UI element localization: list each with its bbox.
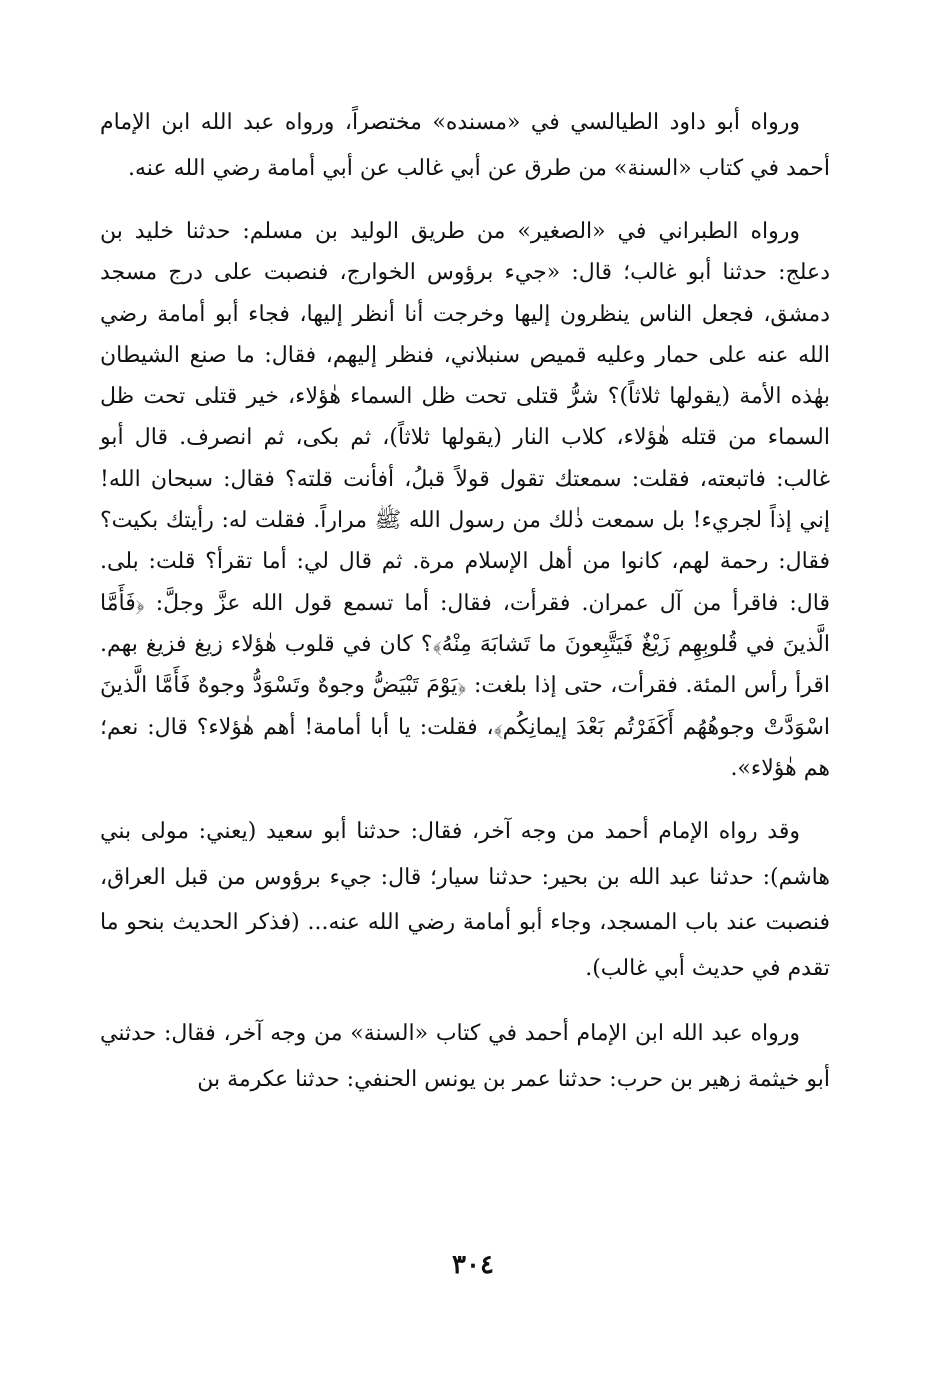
- paragraph-4: ورواه عبد الله ابن الإمام أحمد في كتاب «السنة» من وجه آخر، فقال: حدثني أبو خيثمة زهير بن حرب: حدثنا عمر بن يونس الحنفي: حدثنا عكرمة بن: [100, 1021, 830, 1092]
- paragraph-1: ورواه أبو داود الطيالسي في «مسنده» مختصراً، ورواه عبد الله ابن الإمام أحمد في كتاب «السنة» من طرق عن أبي غالب عن أبي أمامة رضي الله عنه.: [100, 110, 830, 181]
- page-body: [100, 100, 830, 1122]
- page-number: ٣٠٤: [452, 1250, 494, 1280]
- paragraph-2: ورواه الطبراني في «الصغير» من طريق الوليد بن مسلم: حدثنا خليد بن دعلج: حدثنا أبو غالب؛ قال: «جيء برؤوس الخوارج، فنصبت على درج مسجد دمشق، فجعل الناس ينظرون إليها وخرجت أنا أنظر إليها، فجاء أبو أمامة رضي الله عنه على حمار وعليه قميص سنبلاني، فنظر إليهم، فقال: ما صنع الشيطان بهٰذه الأمة (يقولها ثلاثاً)؟ شرُّ قتلى تحت ظل السماء هٰؤلاء، خير قتلى تحت ظل السماء من قتله هٰؤلاء، كلاب النار (يقولها ثلاثاً)، ثم بكى، ثم انصرف. قال أبو غالب: فاتبعته، فقلت: سمعتك تقول قولاً قبلُ، أفأنت قلته؟ فقال: سبحان الله! إني إذاً لجريء! بل سمعت ذٰلك من رسول الله ﷺ مراراً. فقلت له: رأيتك بكيت؟ فقال: رحمة لهم، كانوا من أهل الإسلام مرة. ثم قال لي: أما تقرأ؟ قلت: بلى. قال: فاقرأ من آل عمران. فقرأت، فقال: أما تسمع قول الله عزَّ وجلَّ: ﴿فَأَمَّا الَّذينَ في قُلوبِهِم زَيْغٌ فَيَتَّبِعونَ ما تَشابَهَ مِنْهُ﴾؟ كان في قلوب هٰؤلاء زيغ فزيغ بهم. اقرأ رأس المئة. فقرأت، حتى إذا بلغت: ﴿يَوْمَ تَبْيَضُّ وجوهٌ وتَسْوَدُّ وجوهٌ فَأَمَّا الَّذينَ اسْوَدَّتْ وجوهُهُم أَكَفَرْتُم بَعْدَ إيمانِكُم﴾، فقلت: يا أبا أمامة! أهم هٰؤلاء؟ قال: نعم؛ هم هٰؤلاء».: [100, 219, 830, 781]
- paragraph-3: وقد رواه الإمام أحمد من وجه آخر، فقال: حدثنا أبو سعيد (يعني: مولى بني هاشم): حدثنا عبد الله بن بحير: حدثنا سيار؛ قال: جيء برؤوس من قبل العراق، فنصبت عند باب المسجد، وجاء أبو أمامة رضي الله عنه... (فذكر الحديث بنحو ما تقدم في حديث أبي غالب).: [100, 819, 830, 981]
